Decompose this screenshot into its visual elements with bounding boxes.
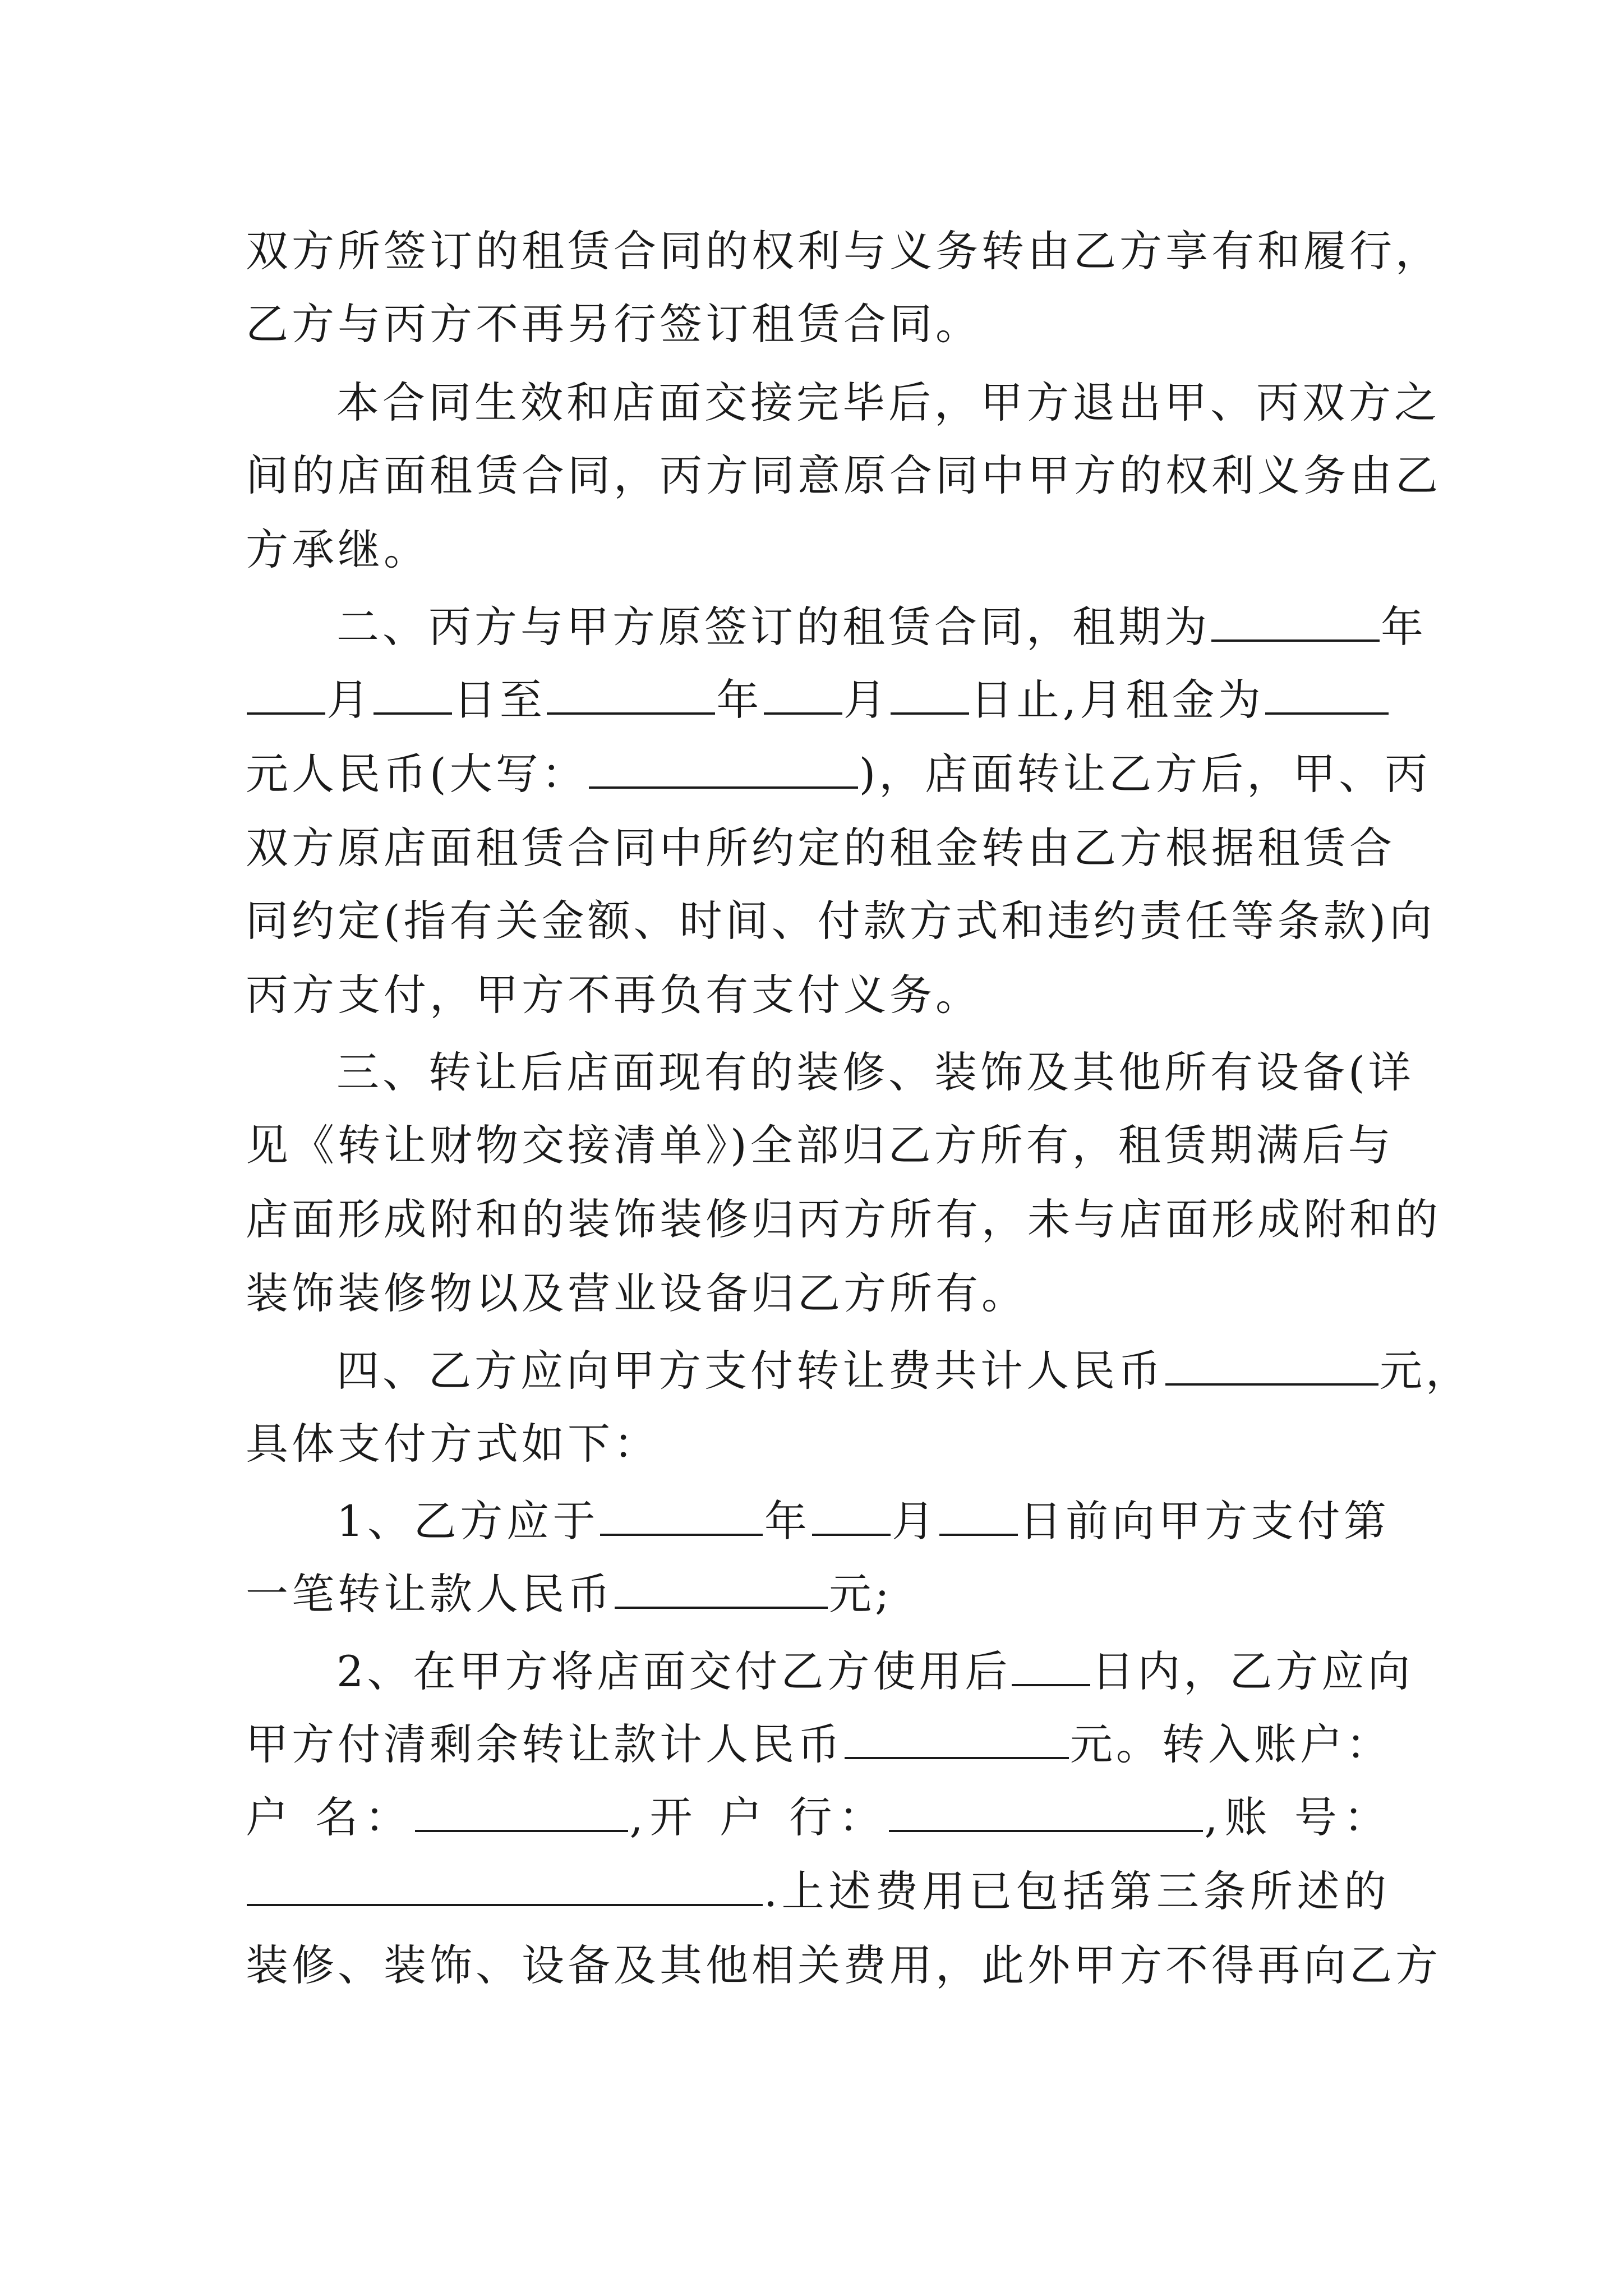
text-run: 日前向甲方支付第 [1018, 1496, 1390, 1546]
text-run: 丙方支付，甲方不再负有支付义务。 [246, 970, 981, 1020]
text-run: 双方所签订的租赁合同的权利与义务转由乙方享有和履行， [246, 226, 1441, 276]
fill-in-blank[interactable] [889, 1787, 1203, 1832]
text-line-9 [246, 815, 1395, 882]
text-run: 一笔转让款人民币 [246, 1569, 614, 1619]
text-line-19 [246, 1561, 1390, 1628]
text-run: 见《转让财物交接清单》)全部归乙方所有，租赁期满后与 [246, 1120, 1394, 1170]
text-run: 月 [891, 1496, 938, 1546]
fill-in-blank[interactable] [547, 670, 715, 715]
fill-in-blank[interactable] [764, 670, 842, 715]
text-run: 具体支付方式如下： [246, 1419, 660, 1469]
text-line-6 [336, 593, 1427, 661]
fill-in-blank[interactable] [1211, 597, 1380, 642]
text-run: 双方原店面租赁合同中所约定的租金转由乙方根据租赁合 [246, 823, 1395, 873]
text-line-1 [246, 218, 1441, 285]
text-line-10 [246, 887, 1436, 955]
text-run: 日至 [453, 675, 546, 725]
text-line-8 [246, 740, 1431, 808]
text-run: 元， [1380, 1346, 1472, 1396]
text-run: 元; [829, 1569, 893, 1619]
text-line-24 [246, 1932, 1441, 1999]
text-line-4 [246, 442, 1441, 509]
text-run: .上述费用已包括第三条所述的 [764, 1866, 1390, 1916]
text-line-2 [246, 291, 1390, 358]
text-run: 四、乙方应向甲方支付转让费共计人民币 [336, 1346, 1164, 1396]
text-run: 月 [843, 675, 890, 725]
text-line-15 [246, 1260, 1390, 1327]
text-run: 1、乙方应于 [336, 1496, 600, 1546]
text-run: 方承继。 [246, 524, 430, 574]
text-run: ,账 号： [1204, 1792, 1390, 1842]
text-run: 本合同生效和店面交接完毕后，甲方退出甲、丙双方之 [336, 378, 1440, 427]
text-run: 二、丙方与甲方原签订的租赁合同，租期为 [336, 602, 1210, 652]
text-line-12 [336, 1039, 1414, 1106]
text-run: 装修、装饰、设备及其他相关费用，此外甲方不得再向乙方 [246, 1940, 1441, 1990]
fill-in-blank[interactable] [1265, 670, 1389, 715]
text-line-11 [246, 961, 1390, 1029]
text-run: 户 名： [246, 1792, 414, 1842]
text-run: 乙方与丙方不再另行签订租赁合同。 [246, 299, 981, 349]
text-line-22 [246, 1784, 1390, 1851]
text-run: )，店面转让乙方后，甲、丙 [859, 749, 1431, 799]
fill-in-blank[interactable] [1165, 1341, 1378, 1386]
fill-in-blank[interactable] [415, 1787, 628, 1832]
fill-in-blank[interactable] [891, 670, 969, 715]
fill-in-blank[interactable] [247, 670, 325, 715]
text-run: 年 [1381, 602, 1427, 652]
fill-in-blank[interactable] [615, 1564, 828, 1609]
text-run: 年 [716, 675, 763, 725]
text-run: ,开 户 行： [629, 1792, 888, 1842]
text-run: 三、转让后店面现有的装修、装饰及其他所有设备(详 [336, 1047, 1414, 1097]
fill-in-blank[interactable] [939, 1491, 1018, 1536]
text-line-13 [246, 1112, 1394, 1179]
text-run: 甲方付清剩余转让款计人民币 [246, 1719, 843, 1769]
text-run: 年 [764, 1496, 811, 1546]
text-run: 间的店面租赁合同，丙方同意原合同中甲方的权利义务由乙 [246, 450, 1441, 500]
text-line-3 [336, 369, 1440, 436]
text-line-14 [246, 1186, 1441, 1253]
text-line-23 [246, 1858, 1390, 1925]
fill-in-blank[interactable] [589, 744, 858, 789]
text-line-18 [336, 1488, 1390, 1555]
text-run: 同约定(指有关金额、时间、付款方式和违约责任等条款)向 [246, 896, 1436, 946]
text-line-7 [246, 666, 1390, 734]
text-line-16 [336, 1337, 1472, 1405]
text-line-20 [336, 1638, 1414, 1705]
text-run: 装饰装修物以及营业设备归乙方所有。 [246, 1268, 1027, 1318]
text-run: 元人民币(大写： [246, 749, 588, 799]
fill-in-blank[interactable] [1012, 1641, 1090, 1686]
fill-in-blank[interactable] [812, 1491, 891, 1536]
text-run: 日止,月租金为 [970, 675, 1265, 725]
text-line-21 [246, 1711, 1390, 1778]
fill-in-blank[interactable] [845, 1714, 1069, 1759]
fill-in-blank[interactable] [247, 1861, 763, 1906]
fill-in-blank[interactable] [600, 1491, 763, 1536]
text-run: 店面形成附和的装饰装修归丙方所有，未与店面形成附和的 [246, 1194, 1441, 1244]
text-line-17 [246, 1410, 1390, 1478]
fill-in-blank[interactable] [374, 670, 452, 715]
text-run: 元。转入账户： [1070, 1719, 1392, 1769]
text-run: 月 [326, 675, 373, 725]
text-run: 日内，乙方应向 [1091, 1646, 1414, 1696]
text-run: 2、在甲方将店面交付乙方使用后 [336, 1646, 1011, 1696]
text-line-5 [246, 516, 1390, 583]
